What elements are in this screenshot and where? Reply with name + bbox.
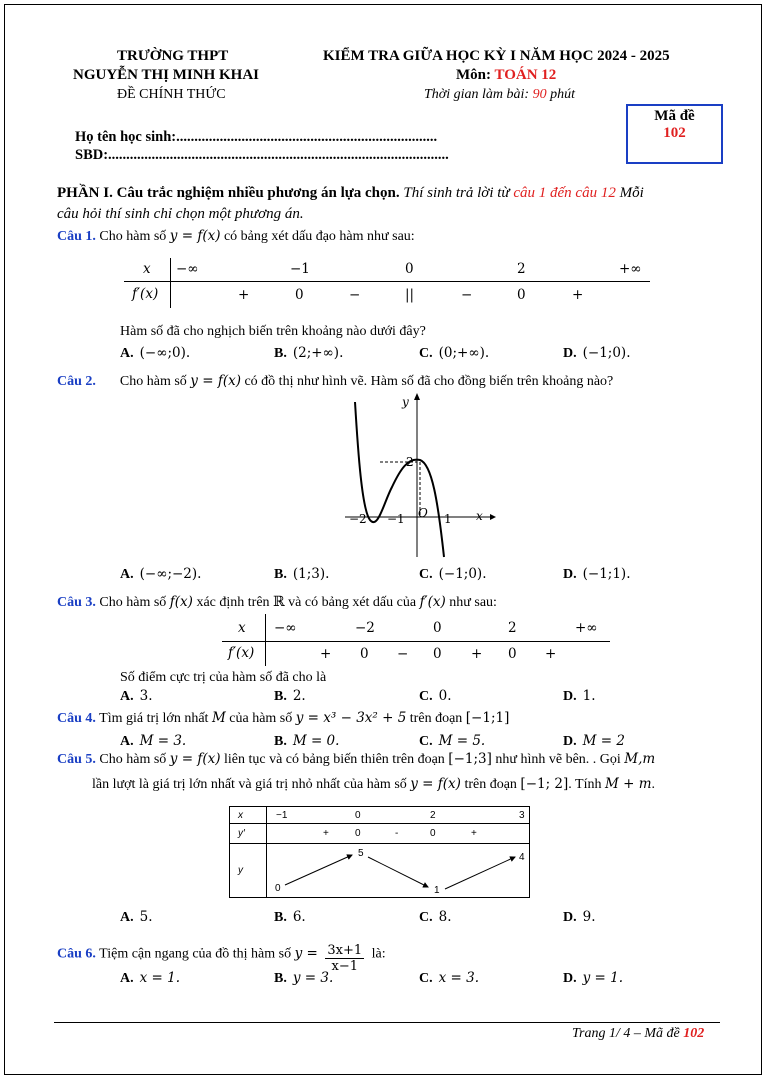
q1-s3: || [405, 287, 415, 303]
q3-s3: 0 [433, 646, 442, 662]
q6-option-d[interactable]: D. y = 1. [563, 970, 624, 986]
q1-row-fp: f′(x) [132, 286, 159, 302]
q5-x1: 0 [355, 810, 361, 821]
q4-option-a[interactable]: A. M = 3. [120, 733, 187, 749]
q2-option-b[interactable]: B. (1;3). [274, 566, 330, 582]
q1-x1: −1 [290, 261, 310, 277]
q1-option-d[interactable]: D. (−1;0). [563, 345, 631, 361]
q6-denominator: x−1 [331, 959, 358, 974]
exam-title: KIỂM TRA GIỮA HỌC KỲ I NĂM HỌC 2024 - 2025 [323, 48, 670, 64]
subject-line: Môn: TOÁN 12 [456, 67, 557, 83]
q3-option-d[interactable]: D. 1. [563, 688, 596, 704]
q3-option-c[interactable]: C. 0. [419, 688, 452, 704]
q1-option-b[interactable]: B. (2;+∞). [274, 345, 344, 361]
graph-x-label: x [476, 509, 483, 523]
exam-code: 102 [663, 125, 686, 141]
q1-s5: 0 [517, 287, 526, 303]
q2-stem: Câu 2. Cho hàm số y = f(x) có đồ thị như hình vẽ. Hàm số đã cho đồng biến trên khoảng nào? [57, 373, 614, 389]
part1-heading: PHẦN I. Câu trắc nghiệm nhiều phương án lựa chọn. Thí sinh trả lời từ câu 1 đến câu 12 Mỗi [57, 185, 644, 201]
q3-option-b[interactable]: B. 2. [274, 688, 306, 704]
q3-x3: 2 [508, 620, 517, 636]
q1-row-x: x [143, 261, 151, 277]
q1-x2: 0 [405, 261, 414, 277]
graph-tick-2: 2 [406, 455, 414, 469]
q3-s2: − [397, 646, 409, 662]
arrow-up-1-icon [285, 855, 352, 885]
q5-s1: 0 [355, 828, 361, 839]
q5-x2: 2 [430, 810, 436, 821]
q5-arrows [230, 807, 529, 897]
q1-x3: 2 [517, 261, 526, 277]
q6-option-b[interactable]: B. y = 3. [274, 970, 334, 986]
q5-option-b[interactable]: B. 6. [274, 909, 306, 925]
q3-s6: + [545, 646, 557, 662]
x-axis-arrow-icon [490, 514, 496, 520]
sbd-field: SBD:.............................................................................................. [75, 147, 449, 163]
footer-rule [54, 1022, 720, 1023]
q1-s4: − [461, 287, 473, 303]
q5-option-d[interactable]: D. 9. [563, 909, 596, 925]
q1-stem: Câu 1. Cho hàm số y = f(x) có bảng xét dấu đạo hàm như sau: [57, 228, 415, 244]
q4-option-d[interactable]: D. M = 2 [563, 733, 625, 749]
y-axis-arrow-icon [414, 393, 420, 400]
curve [355, 402, 444, 557]
q3-s4: + [471, 646, 483, 662]
q3-question: Số điểm cực trị của hàm số đã cho là [120, 670, 327, 685]
q4-stem: Câu 4. Tìm giá trị lớn nhất M của hàm số y = x³ − 3x² + 5 trên đoạn [−1;1] [57, 710, 510, 726]
q6-numerator: 3x+1 [327, 943, 363, 958]
q4-option-c[interactable]: C. M = 5. [419, 733, 486, 749]
q5-variation-table [229, 806, 530, 898]
q6-option-c[interactable]: C. x = 3. [419, 970, 480, 986]
q6-option-a[interactable]: A. x = 1. [120, 970, 181, 986]
q3-row-fp: f′(x) [228, 645, 255, 661]
time-line: Thời gian làm bài: 90 phút [424, 87, 575, 102]
q4-option-b[interactable]: B. M = 0. [274, 733, 340, 749]
q5-stem-line1: Câu 5. Cho hàm số y = f(x) liên tục và có bảng biến thiên trên đoạn [−1;3] như hình vẽ bên. . Gọi M,m [57, 751, 656, 767]
q3-s0: + [320, 646, 332, 662]
q3-row-x: x [238, 620, 246, 636]
q5-s0: + [323, 828, 329, 839]
q1-option-a[interactable]: A. (−∞;0). [120, 345, 191, 361]
q5-x0: −1 [276, 810, 288, 821]
q3-x2: 0 [433, 620, 442, 636]
footer-page: Trang 1/ 4 – Mã đề 102 [572, 1026, 705, 1041]
q5-y0: 0 [275, 883, 281, 894]
q5-row-x: x [238, 810, 243, 821]
q5-stem-line2: lần lượt là giá trị lớn nhất và giá trị nhỏ nhất của hàm số y = f(x) trên đoạn [−1; 2]. Tính M + m. [92, 776, 656, 792]
q5-s3: 0 [430, 828, 436, 839]
q3-s5: 0 [508, 646, 517, 662]
q5-y3: 4 [519, 852, 525, 863]
q2-option-d[interactable]: D. (−1;1). [563, 566, 631, 582]
school-line2: NGUYỄN THỊ MINH KHAI [73, 67, 259, 83]
q1-s2: − [349, 287, 361, 303]
q5-y2: 1 [434, 885, 440, 896]
q3-stem: Câu 3. Cho hàm số f(x) xác định trên ℝ và có bảng xét dấu của f′(x) như sau: [57, 594, 497, 610]
official-label: ĐỀ CHÍNH THỨC [117, 87, 226, 102]
q3-option-a[interactable]: A. 3. [120, 688, 153, 704]
q2-option-a[interactable]: A. (−∞;−2). [120, 566, 202, 582]
graph-tick-m2: −2 [349, 512, 367, 526]
q5-row-yp: y′ [238, 828, 245, 839]
q5-y1: 5 [358, 848, 364, 859]
q5-s4: + [471, 828, 477, 839]
school-line1: TRƯỜNG THPT [117, 48, 229, 64]
q5-option-a[interactable]: A. 5. [120, 909, 153, 925]
q1-question: Hàm số đã cho nghịch biến trên khoảng nào dưới đây? [120, 324, 426, 339]
q1-s0: + [238, 287, 250, 303]
q5-row-y: y [238, 865, 243, 876]
exam-code-label: Mã đề [654, 108, 695, 124]
q3-x4: +∞ [575, 620, 598, 636]
q5-x3: 3 [519, 810, 525, 821]
q1-s1: 0 [295, 287, 304, 303]
q5-s2: - [395, 828, 399, 839]
q1-option-c[interactable]: C. (0;+∞). [419, 345, 490, 361]
graph-y-label: y [402, 395, 409, 409]
exam-code-box [626, 104, 723, 164]
q3-x1: −2 [355, 620, 375, 636]
q2-graph [340, 392, 500, 562]
student-name-field: Họ tên học sinh:........................................................................ [75, 129, 438, 145]
graph-origin: O [418, 506, 428, 520]
q1-x0: −∞ [176, 261, 199, 277]
q2-option-c[interactable]: C. (−1;0). [419, 566, 487, 582]
graph-tick-1: 1 [444, 512, 452, 526]
arrow-up-2-icon [445, 857, 515, 889]
q1-x4: +∞ [619, 261, 642, 277]
graph-tick-m1: −1 [387, 512, 405, 526]
q5-option-c[interactable]: C. 8. [419, 909, 452, 925]
part1-instruction: câu hỏi thí sinh chỉ chọn một phương án. [57, 206, 304, 222]
q1-s6: + [572, 287, 584, 303]
q6-stem: Câu 6. Tiệm cận ngang của đồ thị hàm số y = $\frac{3x+1}{x-1}$ là: [57, 943, 386, 974]
q3-x0: −∞ [274, 620, 297, 636]
arrow-down-icon [368, 857, 428, 887]
q3-s1: 0 [360, 646, 369, 662]
